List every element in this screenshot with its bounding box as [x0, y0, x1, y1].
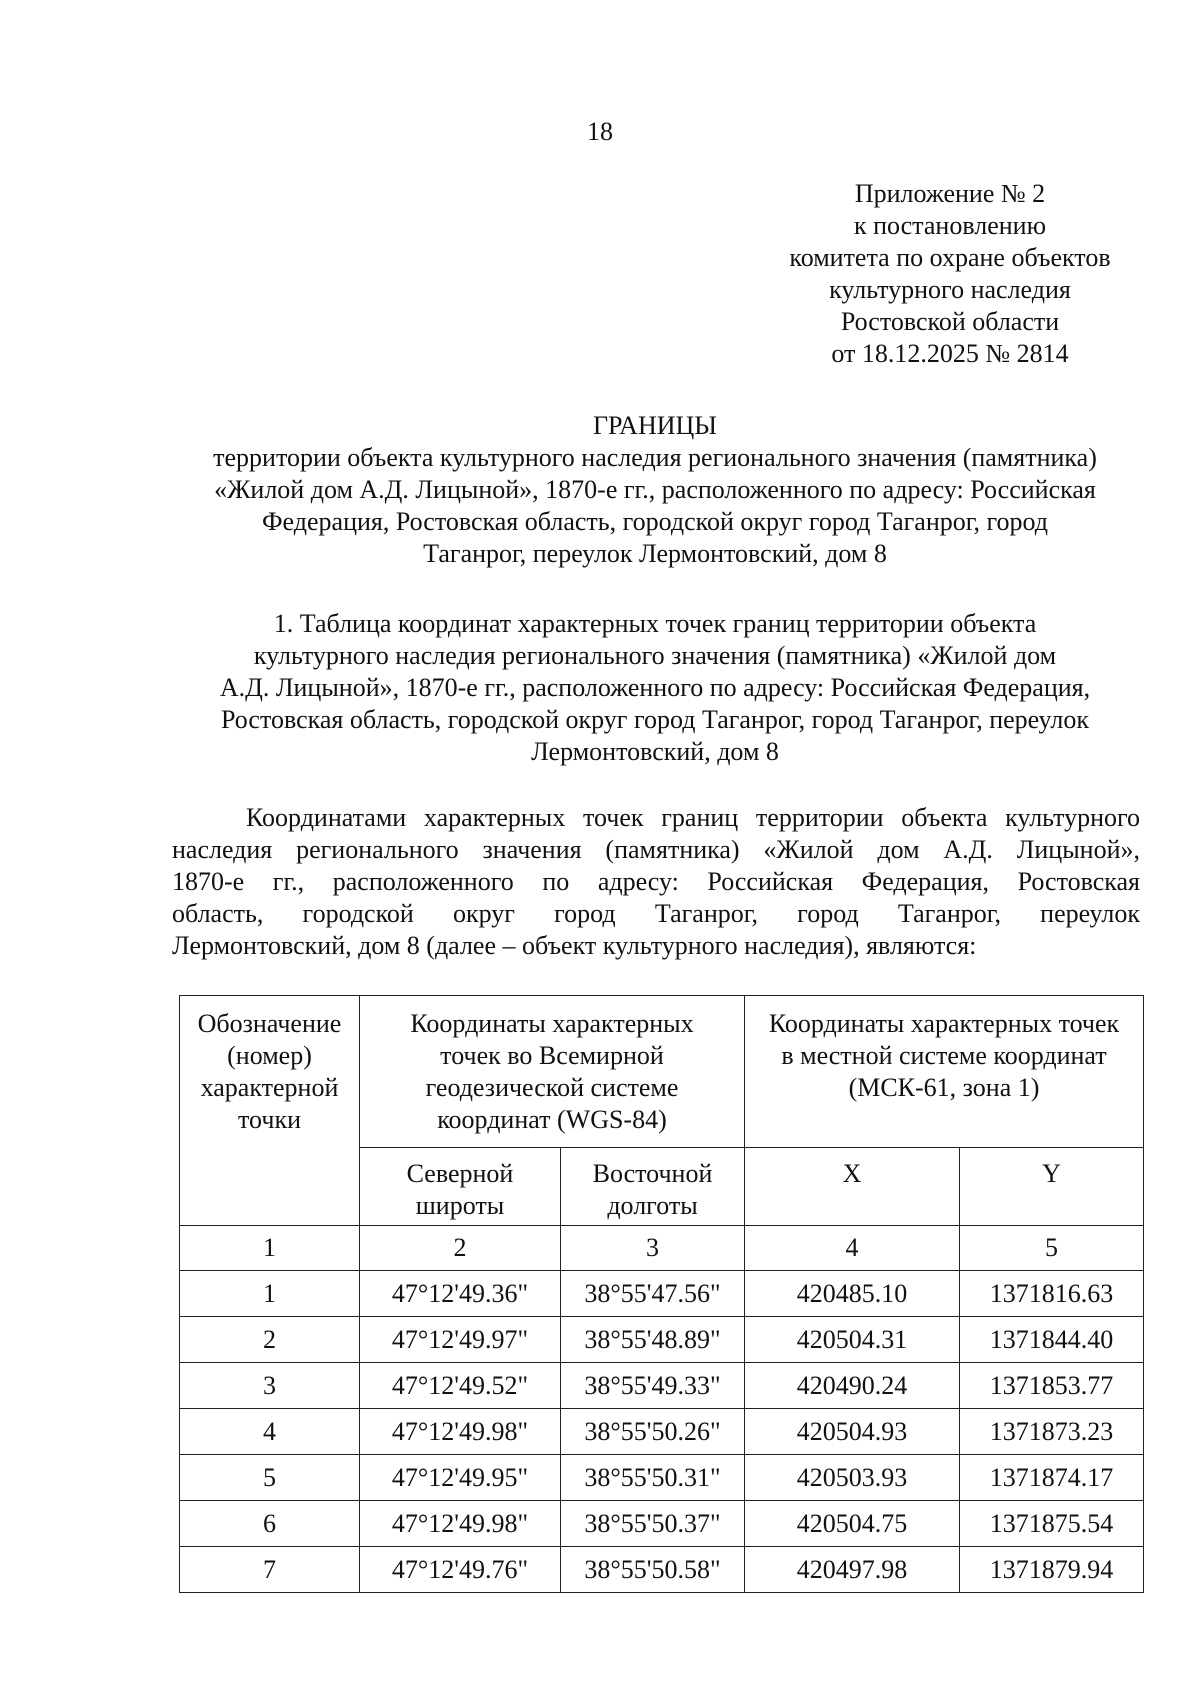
cell-x: 420485.10	[745, 1271, 960, 1317]
subtitle-line: «Жилой дом А.Д. Лицыной», 1870-е гг., расположенного по адресу: Российская	[214, 475, 1096, 504]
cell-x: 420504.75	[745, 1501, 960, 1547]
cell-x: 420504.31	[745, 1317, 960, 1363]
cell-north: 47°12'49.98"	[360, 1409, 561, 1455]
header-line: Обозначение	[197, 1009, 342, 1038]
cell-y: 1371844.40	[960, 1317, 1144, 1363]
header-x: X	[745, 1148, 960, 1226]
cell-east: 38°55'50.58"	[561, 1547, 745, 1593]
table-row	[180, 1547, 1144, 1593]
appendix-line: от 18.12.2025 № 2814	[831, 339, 1069, 368]
cell-y: 1371875.54	[960, 1501, 1144, 1547]
section-heading-line: культурного наследия регионального значения (памятника) «Жилой дом	[253, 641, 1057, 670]
column-number: 2	[360, 1226, 561, 1271]
header-line: в местной системе координат	[781, 1041, 1107, 1070]
column-number: 1	[180, 1226, 360, 1271]
header-line: Северной	[406, 1159, 514, 1188]
cell-north: 47°12'49.95"	[360, 1455, 561, 1501]
header-line: Координаты характерных точек	[768, 1009, 1120, 1038]
header-line: точки	[238, 1105, 301, 1134]
intro-paragraph	[172, 802, 1140, 962]
header-line: геодезической системе	[425, 1073, 679, 1102]
cell-east: 38°55'47.56"	[561, 1271, 745, 1317]
cell-east: 38°55'50.37"	[561, 1501, 745, 1547]
document-title: ГРАНИЦЫ	[593, 411, 717, 440]
cell-east: 38°55'49.33"	[561, 1363, 745, 1409]
header-east-longitude	[561, 1148, 745, 1226]
intro-line: 1870-е гг., расположенного по адресу: Российская Федерация, Ростовская	[172, 867, 1140, 896]
header-line: характерной	[200, 1073, 339, 1102]
document-subtitle	[170, 442, 1140, 570]
table-row	[180, 1409, 1144, 1455]
cell-point: 6	[180, 1501, 360, 1547]
header-local-system	[745, 996, 1144, 1148]
column-number: 5	[960, 1226, 1144, 1271]
header-y: Y	[960, 1148, 1144, 1226]
subtitle-line: Таганрог, переулок Лермонтовский, дом 8	[423, 539, 887, 568]
appendix-line: Ростовской области	[840, 307, 1060, 336]
coordinates-table	[179, 995, 1144, 1593]
cell-x: 420504.93	[745, 1409, 960, 1455]
header-wgs84	[360, 996, 745, 1148]
section-heading-line: Ростовская область, городской округ город Таганрог, город Таганрог, переулок	[220, 705, 1090, 734]
cell-point: 4	[180, 1409, 360, 1455]
cell-point: 5	[180, 1455, 360, 1501]
header-line: координат (WGS-84)	[437, 1105, 667, 1134]
column-number: 3	[561, 1226, 745, 1271]
cell-x: 420497.98	[745, 1547, 960, 1593]
section-heading-line: Лермонтовский, дом 8	[531, 737, 779, 766]
cell-y: 1371853.77	[960, 1363, 1144, 1409]
cell-north: 47°12'49.76"	[360, 1547, 561, 1593]
section-heading-line: 1. Таблица координат характерных точек границ территории объекта	[273, 609, 1037, 638]
cell-point: 2	[180, 1317, 360, 1363]
header-line: Координаты характерных	[410, 1009, 694, 1038]
header-line: Восточной	[592, 1159, 713, 1188]
table-row	[180, 1501, 1144, 1547]
cell-north: 47°12'49.97"	[360, 1317, 561, 1363]
table-row	[180, 1317, 1144, 1363]
table-row	[180, 1455, 1144, 1501]
header-designation	[180, 996, 360, 1226]
table-row	[180, 1271, 1144, 1317]
header-line: долготы	[607, 1191, 698, 1220]
cell-east: 38°55'48.89"	[561, 1317, 745, 1363]
appendix-block	[760, 178, 1140, 370]
cell-east: 38°55'50.26"	[561, 1409, 745, 1455]
intro-line: область, городской округ город Таганрог, город Таганрог, переулок	[172, 899, 1140, 928]
header-line: точек во Всемирной	[440, 1041, 664, 1070]
cell-east: 38°55'50.31"	[561, 1455, 745, 1501]
header-line: (МСК-61, зона 1)	[848, 1073, 1040, 1102]
cell-north: 47°12'49.52"	[360, 1363, 561, 1409]
intro-line: наследия регионального значения (памятника) «Жилой дом А.Д. Лицыной»,	[172, 835, 1140, 864]
cell-y: 1371874.17	[960, 1455, 1144, 1501]
cell-y: 1371816.63	[960, 1271, 1144, 1317]
subtitle-line: территории объекта культурного наследия регионального значения (памятника)	[213, 443, 1097, 472]
intro-line: Лермонтовский, дом 8 (далее – объект культурного наследия), являются:	[172, 931, 977, 960]
subtitle-line: Федерация, Ростовская область, городской округ город Таганрог, город	[262, 507, 1048, 536]
cell-point: 1	[180, 1271, 360, 1317]
cell-north: 47°12'49.98"	[360, 1501, 561, 1547]
cell-x: 420503.93	[745, 1455, 960, 1501]
appendix-line: культурного наследия	[829, 275, 1071, 304]
section-heading	[170, 608, 1140, 768]
cell-x: 420490.24	[745, 1363, 960, 1409]
cell-point: 7	[180, 1547, 360, 1593]
appendix-line: к постановлению	[853, 211, 1047, 240]
page-number: 18	[587, 117, 613, 146]
header-north-latitude	[360, 1148, 561, 1226]
cell-y: 1371873.23	[960, 1409, 1144, 1455]
appendix-line: Приложение № 2	[854, 179, 1046, 208]
table-row	[180, 1363, 1144, 1409]
header-line: широты	[415, 1191, 505, 1220]
appendix-line: комитета по охране объектов	[789, 243, 1111, 272]
cell-north: 47°12'49.36"	[360, 1271, 561, 1317]
header-line: (номер)	[227, 1041, 312, 1070]
cell-point: 3	[180, 1363, 360, 1409]
column-number: 4	[745, 1226, 960, 1271]
section-heading-line: А.Д. Лицыной», 1870-е гг., расположенного по адресу: Российская Федерация,	[219, 673, 1091, 702]
cell-y: 1371879.94	[960, 1547, 1144, 1593]
intro-line: Координатами характерных точек границ территории объекта культурного	[246, 803, 1140, 832]
